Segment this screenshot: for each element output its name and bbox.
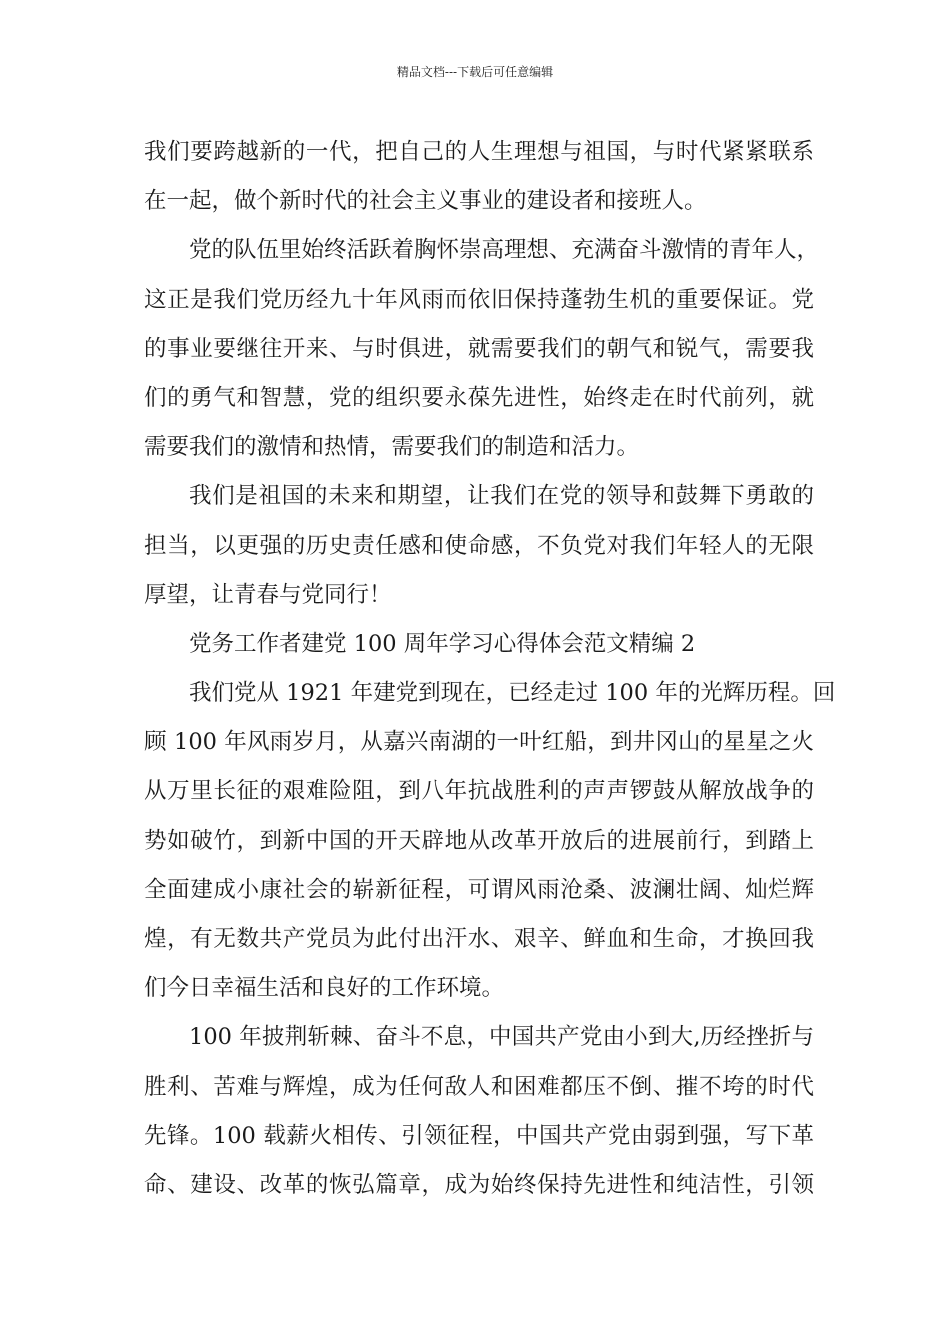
text-line: 全面建成小康社会的崭新征程，可谓风雨沧桑、波澜壮阔、灿烂辉: [144, 876, 814, 903]
text-line: 我们党从 1921 年建党到现在，已经走过 100 年的光辉历程。回: [189, 680, 836, 707]
section-title: [144, 620, 814, 669]
paragraph: [144, 128, 814, 226]
paragraph: [144, 669, 836, 1013]
text-line: 在一起，做个新时代的社会主义事业的建设者和接班人。: [144, 188, 707, 215]
text-line: 党的队伍里始终活跃着胸怀崇高理想、充满奋斗激情的青年人，: [189, 237, 820, 264]
text-line: 们的勇气和智慧，党的组织要永葆先进性，始终走在时代前列，就: [144, 384, 814, 411]
text-line: 顾 100 年风雨岁月，从嘉兴南湖的一叶红船，到井冈山的星星之火: [144, 729, 814, 756]
paragraph: [144, 472, 814, 620]
text-line: 担当，以更强的历史责任感和使命感，不负党对我们年轻人的无限: [144, 532, 814, 559]
paragraph: [144, 226, 820, 472]
text-line: 先锋。100 载薪火相传、引领征程，中国共产党由弱到强，写下革: [144, 1122, 814, 1149]
document-body: [144, 128, 836, 1210]
text-line: 需要我们的激情和热情，需要我们的制造和活力。: [144, 434, 640, 461]
text-line: 100 年披荆斩棘、奋斗不息，中国共产党由小到大,历经挫折与: [189, 1024, 814, 1051]
text-line: 煌，有无数共产党员为此付出汗水、艰辛、鲜血和生命，才换回我: [144, 926, 814, 952]
text-line: 势如破竹，到新中国的开天辟地从改革开放后的进展前行，到踏上: [144, 827, 814, 854]
text-line: 命、建设、改革的恢弘篇章，成为始终保持先进性和纯洁性，引领: [144, 1171, 814, 1198]
text-line: 这正是我们党历经九十年风雨而依旧保持蓬勃生机的重要保证。党: [144, 286, 814, 313]
section-title-text: 党务工作者建党 100 周年学习心得体会范文精编 2: [189, 630, 696, 657]
text-line: 我们要跨越新的一代，把自己的人生理想与祖国，与时代紧紧联系: [144, 139, 814, 165]
text-line: 胜利、苦难与辉煌，成为任何敌人和困难都压不倒、摧不垮的时代: [144, 1073, 814, 1100]
paragraph: [144, 1013, 814, 1210]
text-line: 们今日幸福生活和良好的工作环境。: [144, 975, 505, 1002]
text-line: 的事业要继往开来、与时俱进，就需要我们的朝气和锐气，需要我: [144, 335, 814, 362]
page-header: 精品文档---下载后可任意编辑: [396, 65, 554, 79]
text-line: 厚望，让青春与党同行！: [144, 581, 392, 608]
text-line: 我们是祖国的未来和期望，让我们在党的领导和鼓舞下勇敢的: [189, 483, 814, 510]
text-line: 从万里长征的艰难险阻，到八年抗战胜利的声声锣鼓从解放战争的: [144, 778, 814, 805]
